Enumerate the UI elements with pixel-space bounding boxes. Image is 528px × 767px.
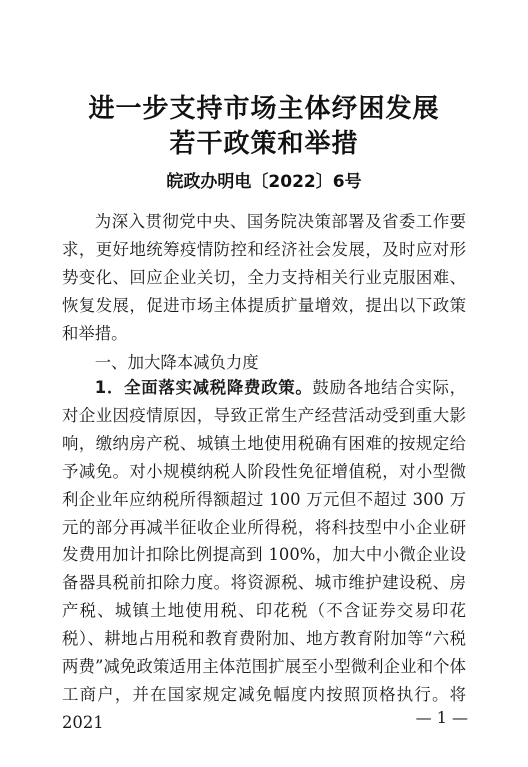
item-1-paragraph xyxy=(62,374,466,737)
intro-paragraph: 为深入贯彻党中央、国务院决策部署及省委工作要求，更好地统筹疫情防控和经济社会发展，及时应对形势变化、回应企业关切，全力支持相关行业克服困难、恢复发展，促进市场主体提质扩量增效，提出以下政策和举措。 xyxy=(62,212,466,343)
document-number: 皖政办明电〔2022〕6号 xyxy=(166,172,362,192)
page-number: — 1 — xyxy=(415,708,468,727)
item-1-lead: 1．全面落实减税降费政策。 xyxy=(94,378,313,397)
document-title-line-2: 若干政策和举措 xyxy=(169,129,359,159)
section-heading: 一、加大降本减负力度 xyxy=(94,353,259,372)
document-title-line-1: 进一步支持市场主体纾困发展 xyxy=(88,94,440,124)
item-1-text: 鼓励各地结合实际，对企业因疫情原因，导致正常生产经营活动受到重大影响，缴纳房产税、城镇土地使用税确有困难的按规定给予减免。对小规模纳税人阶段性免征增值税，对小型微利企业年应纳税所得额超过 100 万元但不超过 300 万元的部分再减半征收企业所得税，将科技型中小企业研发费用加计扣除比例提高到 100%，加大中小微企业设备器具税前扣除力度。将资源税、城市维护建设税、房产税、城镇土地使用税、印花税（不含证券交易印花税）、耕地占用税和教育费附加、地方教育附加等“六税两费”减免政策适用主体范围扩展至小型微利企业和个体工商户，并在国家规定减免幅度内按照顶格执行。将 2021 xyxy=(62,378,467,732)
